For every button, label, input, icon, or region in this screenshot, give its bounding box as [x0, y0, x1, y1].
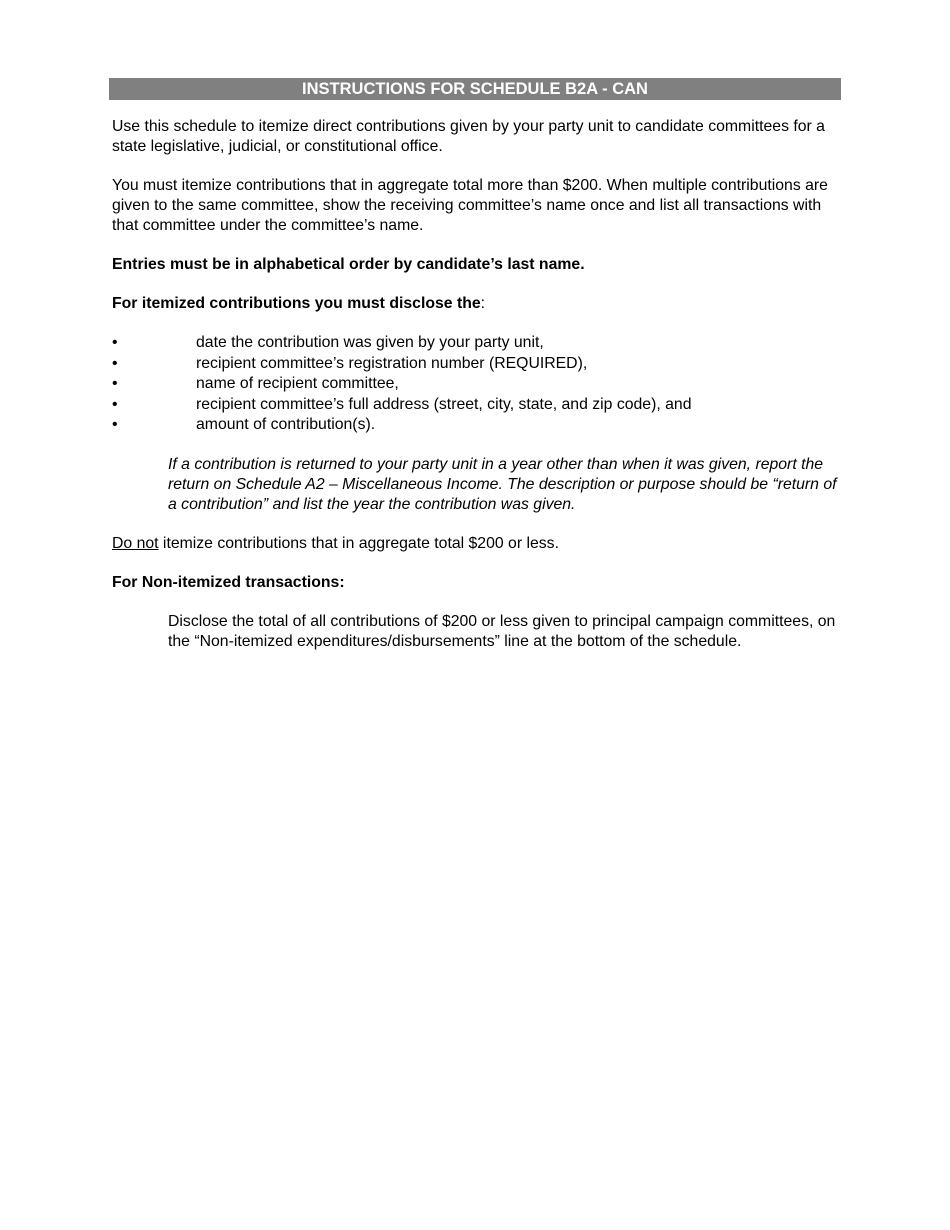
alphabetical-order-note: Entries must be in alphabetical order by candidate’s last name.	[112, 256, 585, 273]
list-item-text: recipient committee’s registration number (REQUIRED),	[196, 354, 588, 372]
disclose-heading-colon: :	[480, 295, 486, 312]
page-title: INSTRUCTIONS FOR SCHEDULE B2A - CAN	[109, 78, 841, 100]
do-not-rest: itemize contributions that in aggregate total $200 or less.	[158, 534, 559, 552]
do-not-emphasis: Do not	[112, 534, 159, 552]
bullet-icon: •	[112, 334, 118, 351]
returned-contribution-note: If a contribution is returned to your party unit in a year other than when it was given, report the return on Schedule A2 – Miscellaneous Income. The description or purpose should be “return of a contribution” and list the year the contribution was given.	[168, 455, 837, 513]
non-itemized-heading: For Non-itemized transactions:	[112, 573, 345, 591]
list-item-text: date the contribution was given by your party unit,	[196, 334, 544, 351]
bullet-icon: •	[112, 375, 118, 392]
list-item	[112, 354, 840, 375]
list-item-text: amount of contribution(s).	[196, 416, 376, 433]
disclose-heading-text: For itemized contributions you must disclose the	[112, 295, 481, 312]
list-item	[112, 415, 840, 436]
list-item	[112, 374, 840, 395]
bullet-icon: •	[112, 354, 118, 372]
list-item-text: name of recipient committee,	[196, 375, 399, 392]
bullet-icon: •	[112, 416, 118, 433]
disclose-heading	[112, 294, 840, 314]
instructions-body	[112, 117, 840, 671]
list-item	[112, 395, 840, 416]
list-item-text: recipient committee’s full address (street, city, state, and zip code), and	[196, 395, 692, 413]
disclosure-list	[112, 333, 840, 436]
bullet-icon: •	[112, 395, 118, 413]
do-not-itemize-paragraph	[112, 534, 840, 554]
aggregate-paragraph: You must itemize contributions that in aggregate total more than $200. When multiple contributions are given to the same committee, show the receiving committee’s name once and list all transactions with that committee under the committee’s name.	[112, 177, 828, 234]
list-item	[112, 333, 840, 354]
non-itemized-paragraph: Disclose the total of all contributions of $200 or less given to principal campaign committees, on the “Non-itemized expenditures/disbursements” line at the bottom of the schedule.	[168, 612, 836, 650]
intro-paragraph: Use this schedule to itemize direct contributions given by your party unit to candidate committees for a state legislative, judicial, or constitutional office.	[112, 118, 825, 155]
